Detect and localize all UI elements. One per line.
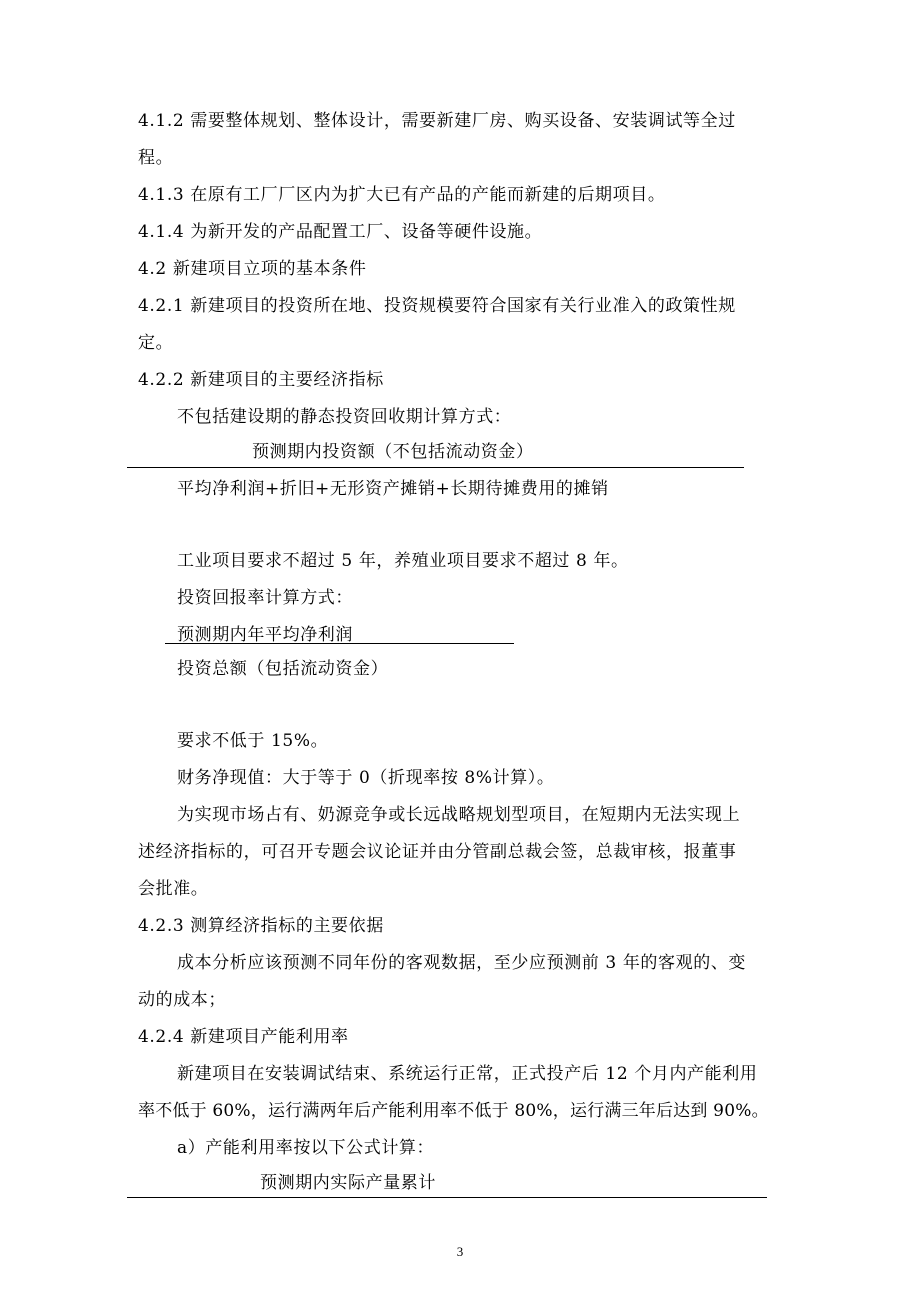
roi-numerator: 预测期内年平均净利润 [177,625,353,645]
strategic-exception-cont-2: 会批准。 [138,879,209,899]
clause-4-1-3: 4.1.3 在原有工厂厂区内为扩大已有产品的产能而新建的后期项目。 [138,185,666,205]
cost-analysis: 成本分析应该预测不同年份的客观数据，至少应预测前 3 年的客观的、变 [177,953,747,973]
clause-4-2-4: 4.2.4 新建项目产能利用率 [138,1027,349,1047]
clause-4-1-4: 4.1.4 为新开发的产品配置工厂、设备等硬件设施。 [138,222,543,242]
roi-formula-intro: 投资回报率计算方式： [177,588,353,608]
clause-4-1-2: 4.1.2 需要整体规划、整体设计，需要新建厂房、购买设备、安装调试等全过 [138,111,736,131]
page-number: 3 [456,1244,464,1259]
strategic-exception-cont-1: 述经济指标的，可召开专题会议论证并由分管副总裁会签，总裁审核，报董事 [138,842,737,862]
cost-analysis-cont: 动的成本； [138,990,226,1010]
roi-fraction-bar [165,643,514,644]
payback-requirement: 工业项目要求不超过 5 年，养殖业项目要求不超过 8 年。 [177,551,629,571]
clause-4-2-1: 4.2.1 新建项目的投资所在地、投资规模要符合国家有关行业准入的政策性规 [138,296,736,316]
roi-denominator: 投资总额（包括流动资金） [177,659,389,679]
capacity-fraction-bar [127,1197,767,1198]
capacity-requirement-cont: 率不低于 60%，运行满两年后产能利用率不低于 80%，运行满三年后达到 90%。 [138,1101,769,1121]
section-4-2-heading: 4.2 新建项目立项的基本条件 [138,259,367,279]
roi-requirement: 要求不低于 15%。 [177,731,329,751]
capacity-requirement: 新建项目在安装调试结束、系统运行正常，正式投产后 12 个月内产能利用 [177,1064,758,1084]
clause-4-2-1-cont: 定。 [138,333,174,353]
capacity-numerator: 预测期内实际产量累计 [260,1173,436,1193]
payback-denominator: 平均净利润+折旧+无形资产摊销+长期待摊费用的摊销 [177,479,609,499]
payback-numerator: 预测期内投资额（不包括流动资金） [252,442,534,462]
strategic-exception: 为实现市场占有、奶源竞争或长远战略规划型项目，在短期内无法实现上 [177,805,741,825]
capacity-formula-intro: a）产能利用率按以下公式计算： [177,1138,435,1158]
payback-formula-intro: 不包括建设期的静态投资回收期计算方式： [177,407,512,427]
clause-4-2-2: 4.2.2 新建项目的主要经济指标 [138,370,384,390]
npv-requirement: 财务净现值：大于等于 0（折现率按 8%计算）。 [177,768,555,788]
payback-fraction-bar [127,467,744,468]
clause-4-1-2-cont: 程。 [138,148,174,168]
clause-4-2-3: 4.2.3 测算经济指标的主要依据 [138,916,384,936]
